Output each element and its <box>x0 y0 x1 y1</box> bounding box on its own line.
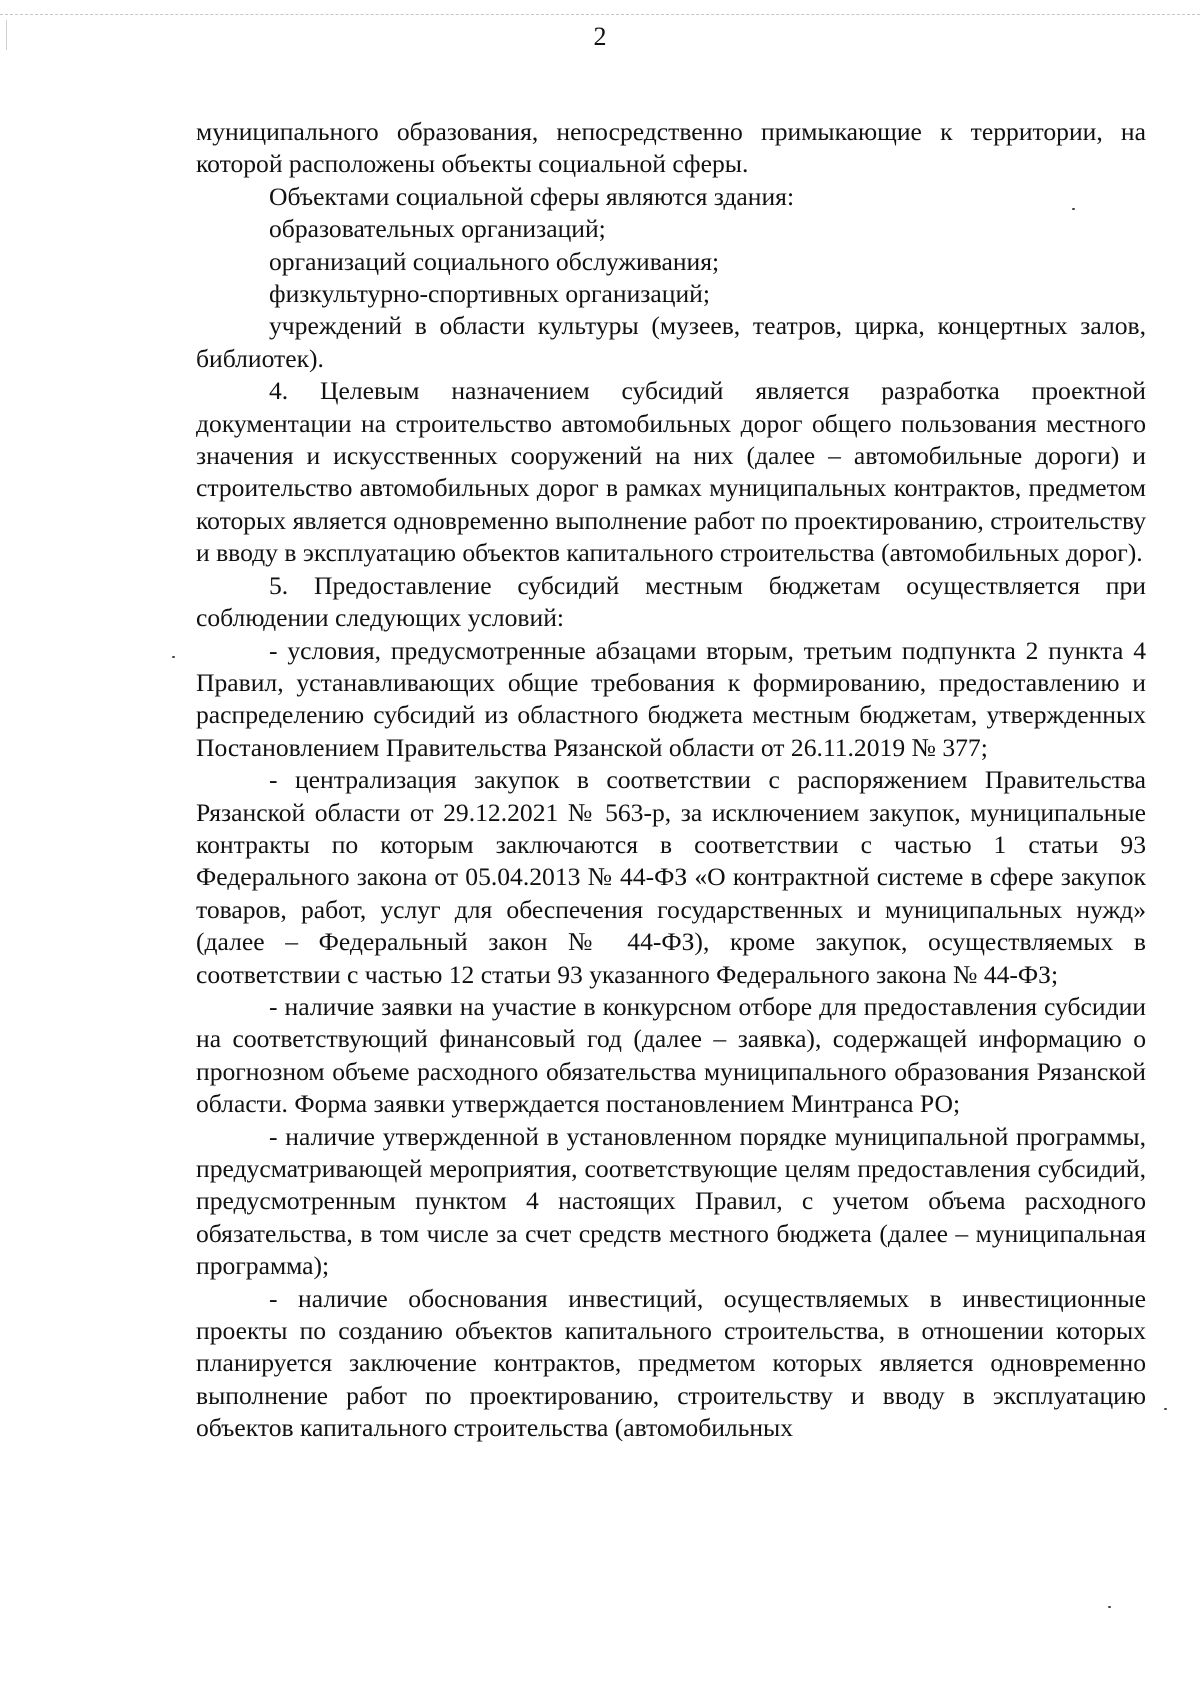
scan-border-top <box>0 14 1200 19</box>
paragraph: муниципального образования, непосредственно примыкающие к территории, на которой расположены объекты социальной сферы. <box>196 117 1146 179</box>
scan-speck <box>1108 1606 1111 1608</box>
list-item: учреждений в области культуры (музеев, театров, цирка, концертных залов, библиотек). <box>196 311 1146 373</box>
section-4-paragraph: 4. Целевым назначением субсидий является разработка проектной документации на строительство автомобильных дорог общего пользования местного значения и искусственных сооружений на них (далее – автомобильные дороги) и строительство автомобильных дорог в рамках муниципальных контрактов, предметом которых является одновременно выполнение работ по проектированию, строительству и вводу в эксплуатацию объектов капитального строительства (автомобильных дорог). <box>196 376 1146 568</box>
scan-speck <box>1164 1408 1167 1410</box>
list-item: образовательных организаций; <box>269 214 606 244</box>
condition-item: - условия, предусмотренные абзацами вторым, третьим подпункта 2 пункта 4 Правил, устанавливающих общие требования к формированию, предоставлению и распределению субсидий из областного бюджета местным бюджетам, утвержденных Постановлением Правительства Рязанской области от 26.11.2019 № 377; <box>196 635 1146 762</box>
section-5-paragraph: 5. Предоставление субсидий местным бюджетам осуществляется при соблюдении следующих условий: <box>196 570 1146 633</box>
condition-item: - централизация закупок в соответствии с распоряжением Правительства Рязанской области от 29.12.2021 № 563-р, за исключением закупок, муниципальные контракты по которым заключаются в соответствии с частью 1 статьи 93 Федерального закона от 05.04.2013 № 44-ФЗ «О контрактной системе в сфере закупок товаров, работ, услуг для обеспечения государственных и муниципальных нужд» (далее – Федеральный закон № 44-ФЗ), кроме закупок, осуществляемых в соответствии с частью 12 статьи 93 указанного Федерального закона № 44-ФЗ; <box>196 765 1146 989</box>
document-body <box>196 116 1146 1445</box>
list-item: организаций социального обслуживания; <box>269 246 720 276</box>
page-number: 2 <box>593 22 607 51</box>
condition-item: - наличие обоснования инвестиций, осуществляемых в инвестиционные проекты по созданию объектов капитального строительства, в отношении которых планируется заключение контрактов, предметом которых является одновременно выполнение работ по проектированию, строительству и вводу в эксплуатацию объектов капитального строительства (автомобильных <box>196 1283 1146 1443</box>
condition-item: - наличие утвержденной в установленном порядке муниципальной программы, предусматривающей мероприятия, соответствующие целям предоставления субсидий, предусмотренным пунктом 4 настоящих Правил, с учетом объема расходного обязательства, в том числе за счет средств местного бюджета (далее – муниципальная программа); <box>196 1121 1146 1281</box>
scan-speck <box>1072 208 1075 210</box>
scan-speck <box>172 656 175 658</box>
paragraph: Объектами социальной сферы являются здания: <box>269 181 795 211</box>
list-item: физкультурно-спортивных организаций; <box>269 279 710 309</box>
condition-item: - наличие заявки на участие в конкурсном отборе для предоставления субсидии на соответствующий финансовый год (далее – заявка), содержащей информацию о прогнозном объеме расходного обязательства муниципального образования Рязанской области. Форма заявки утверждается постановлением Минтранса РО; <box>196 991 1146 1119</box>
